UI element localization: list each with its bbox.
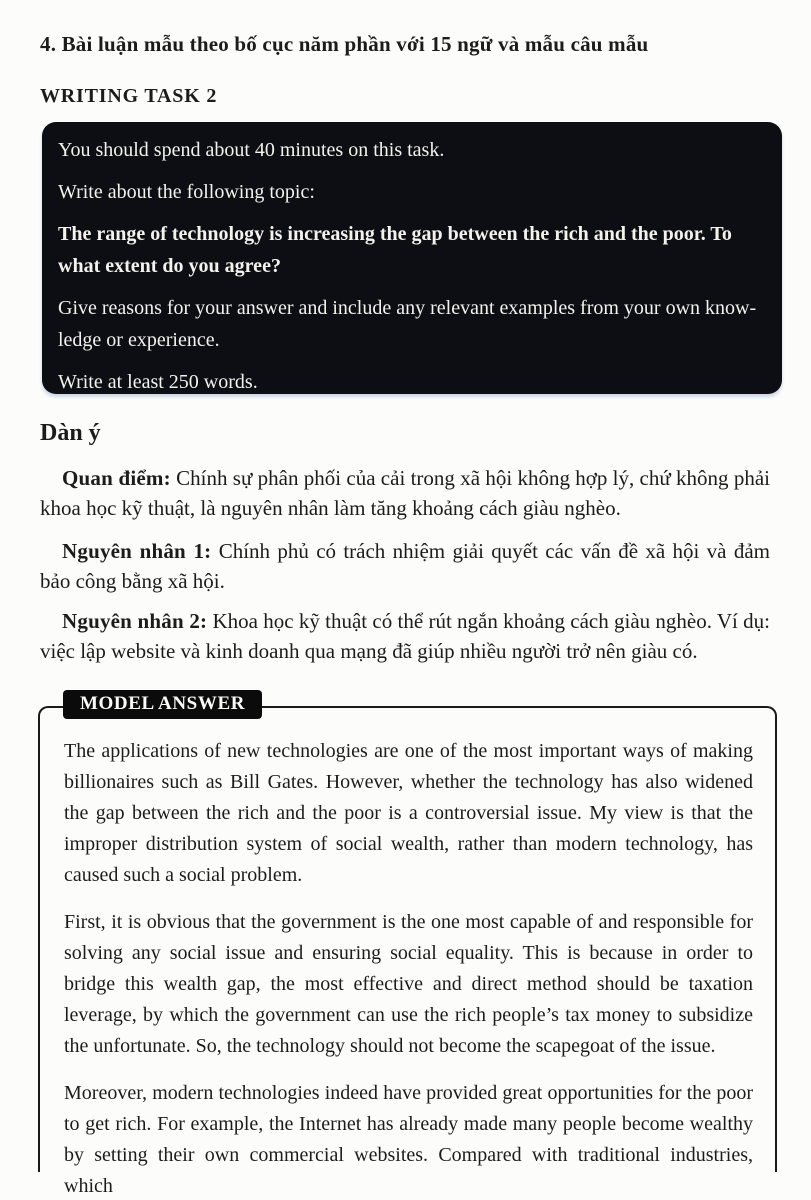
outline-point-reason-1 xyxy=(40,536,770,596)
section-heading: 4. Bài luận mẫu theo bố cục năm phần với 15 ngữ và mẫu câu mẫu xyxy=(40,32,649,56)
outline-point-text: Khoa học kỹ thuật có thể rút ngắn khoảng cách giàu nghèo. Ví dụ: việc lập website và kinh doanh qua mạng đã giúp nhiều người trở nên giàu có. xyxy=(40,609,770,663)
model-answer-label: MODEL ANSWER xyxy=(63,690,262,719)
writing-task-heading: WRITING TASK 2 xyxy=(40,85,218,107)
task-prompt-box xyxy=(42,122,782,394)
task-instruction-time: You should spend about 40 minutes on this task. xyxy=(58,139,445,161)
model-answer-paragraph-2: First, it is obvious that the government is the one most capable of and responsible for solving any social issue and ensuring social equality. This is because in order to bridge this wealth gap, the most effective and direct method should be taxation leverage, by which the government can use the rich people’s tax money to subsidize the unfortunate. So, the technology should not become the scapegoat of the issue. xyxy=(64,911,753,1057)
outline-point-label: Nguyên nhân 2: xyxy=(62,609,208,633)
outline-point-viewpoint xyxy=(40,463,770,523)
outline-point-label: Nguyên nhân 1: xyxy=(62,539,212,563)
task-topic: The range of technology is increasing the gap between the rich and the poor. To what extent do you agree? xyxy=(58,223,732,277)
model-answer-box xyxy=(38,706,777,1197)
outline-point-text: Chính sự phân phối của cải trong xã hội không hợp lý, chứ không phải khoa học kỹ thuật, là nguyên nhân làm tăng khoảng cách giàu nghèo. xyxy=(40,466,771,520)
task-instruction-wordcount: Write at least 250 words. xyxy=(58,371,258,393)
task-instruction-reasons: Give reasons for your answer and include any relevant examples from your own know-ledge or experience. xyxy=(58,297,757,351)
outline-title: Dàn ý xyxy=(40,420,101,446)
model-answer-paragraph-1: The applications of new technologies are one of the most important ways of making billionaires such as Bill Gates. However, whether the technology has also widened the gap between the rich and the poor is a controversial issue. My view is that the improper distribution system of social wealth, rather than modern technology, has caused such a social problem. xyxy=(64,740,753,886)
model-answer-paragraph-3: Moreover, modern technologies indeed have provided great opportunities for the poor to get rich. For example, the Internet has already made many people become wealthy by setting their own commercial websites. Compared with traditional industries, which xyxy=(64,1082,753,1197)
outline-point-label: Quan điểm: xyxy=(62,466,171,490)
outline-point-reason-2 xyxy=(40,606,770,666)
outline-point-text: Chính phủ có trách nhiệm giải quyết các vấn đề xã hội và đảm bảo công bằng xã hội. xyxy=(40,539,770,593)
task-instruction-topic-intro: Write about the following topic: xyxy=(58,181,315,203)
